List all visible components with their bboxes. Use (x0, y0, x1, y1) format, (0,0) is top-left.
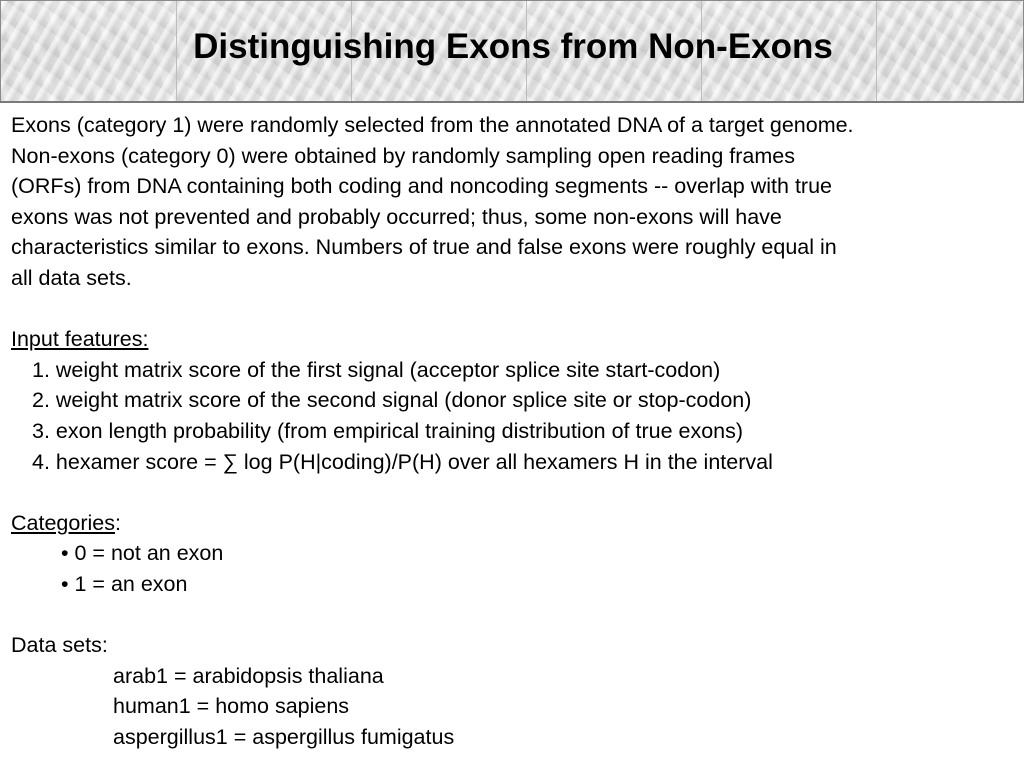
input-features-heading: Input features: (11, 327, 149, 352)
category-item: • 1 = an exon (61, 571, 188, 596)
feature-item: 1. weight matrix score of the first signal (acceptor splice site start-codon) (32, 357, 721, 382)
slide-title: Distinguishing Exons from Non-Exons (193, 27, 833, 66)
intro-line: Non-exons (category 0) were obtained by randomly sampling open reading frames (11, 143, 795, 168)
spacer (11, 477, 1016, 508)
intro-line: exons was not prevented and probably occurred; thus, some non-exons will have (11, 204, 782, 229)
data-sets-heading: Data sets: (11, 633, 108, 658)
categories-section (11, 508, 1016, 600)
slide-body (11, 110, 1016, 752)
intro-line: (ORFs) from DNA containing both coding and noncoding segments -- overlap with true (11, 174, 832, 199)
intro-line: Exons (category 1) were randomly selected from the annotated DNA of a target genome. (11, 113, 854, 137)
categories-heading-line (11, 508, 1016, 539)
data-sets-section (11, 630, 1016, 752)
spacer (11, 600, 1016, 631)
category-item: • 0 = not an exon (61, 541, 224, 566)
input-features-section (11, 324, 1016, 477)
title-banner (0, 0, 1024, 102)
categories-heading: Categories (11, 510, 115, 535)
feature-item: 3. exon length probability (from empirical training distribution of true exons) (32, 418, 744, 443)
intro-paragraph (11, 110, 1016, 294)
spacer (11, 294, 1016, 325)
data-set-item: human1 = homo sapiens (113, 694, 350, 719)
feature-item: 2. weight matrix score of the second signal (donor splice site or stop-codon) (32, 388, 752, 413)
data-set-item: arab1 = arabidopsis thaliana (113, 663, 384, 688)
intro-line: all data sets. (11, 265, 132, 290)
title-divider (0, 101, 1024, 103)
intro-line: characteristics similar to exons. Numbers of true and false exons were roughly equal in (11, 235, 837, 260)
categories-heading-colon: : (114, 510, 121, 535)
feature-item: 4. hexamer score = ∑ log P(H|coding)/P(H) over all hexamers H in the interval (32, 449, 773, 474)
data-set-item: aspergillus1 = aspergillus fumigatus (113, 724, 455, 749)
